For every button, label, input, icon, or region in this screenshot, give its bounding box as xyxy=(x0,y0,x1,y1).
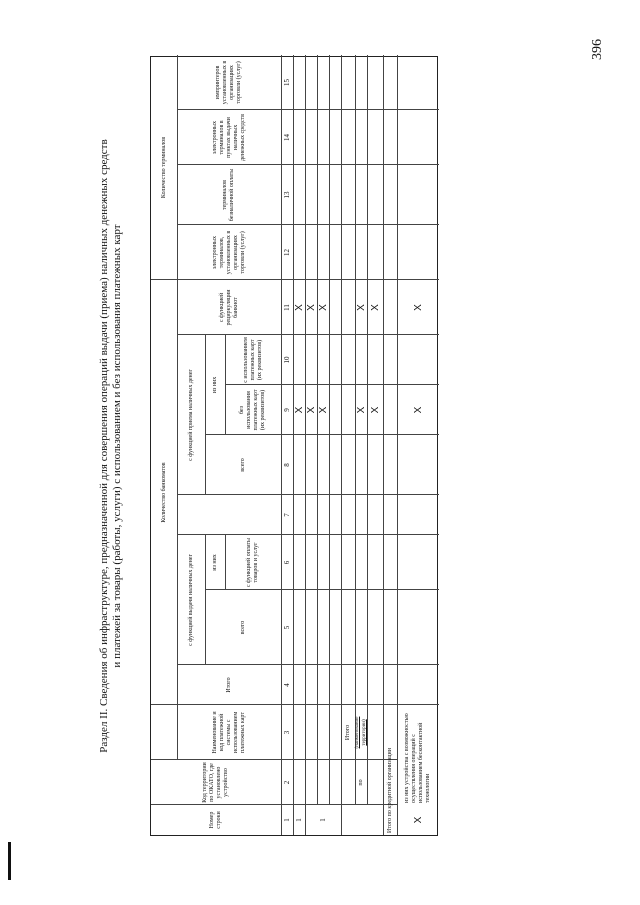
header-total: Итого xyxy=(225,677,232,693)
header-okato: Код территории по ОКАТО, где установлено устройство xyxy=(202,762,229,803)
row-itogo-label: Итого xyxy=(344,724,351,741)
header-cash-in-all: всего xyxy=(239,458,246,472)
x-mark: X xyxy=(305,304,317,311)
x-mark: X xyxy=(305,406,317,414)
header-imprinters-trade: импринтеров установленных в организациях торговли (услуг) xyxy=(215,60,242,105)
x-mark: X xyxy=(317,304,329,311)
x-mark: X xyxy=(355,406,367,414)
header-terminal-count: Количество терминалов xyxy=(160,136,167,199)
col-number-3: 3 xyxy=(282,730,291,735)
rule-colnum-bottom xyxy=(293,55,294,835)
col-number-4: 4 xyxy=(282,683,291,687)
row-total-credit-org: Итого по кредитной организации xyxy=(386,748,393,833)
page-number: 396 xyxy=(590,39,605,60)
section-title-line-1: Раздел II. Сведения об инфраструктуре, предназначенной для совершения операций выдачи (приема) наличных денежных средств xyxy=(98,139,110,753)
x-mark: X xyxy=(355,304,367,311)
col-number-12: 12 xyxy=(282,249,291,256)
col-number-5: 5 xyxy=(282,625,291,630)
row-number-first: 1 xyxy=(294,818,303,822)
col-number-15: 15 xyxy=(282,79,291,86)
col-number-8: 8 xyxy=(282,463,291,467)
header-cash-out-all: всего xyxy=(239,620,246,635)
rotated-form xyxy=(98,56,548,836)
x-mark: X xyxy=(412,304,424,311)
col-number-13: 13 xyxy=(282,191,291,199)
header-recycling: с функцией рециркуляции банкнот xyxy=(218,289,239,326)
header-cashless-terminals: терминалов безналичной оплаты xyxy=(222,168,235,222)
rule-row3 xyxy=(329,55,330,805)
col-number-9: 9 xyxy=(282,408,291,412)
header-eterm-trade: электронных терминалов, установленных в организациях торговли (услуг) xyxy=(211,230,246,275)
header-atm-count: Количество банкоматов xyxy=(160,462,167,523)
x-mark: X xyxy=(369,304,381,311)
row-territory-name: (наименование территории) xyxy=(355,716,367,749)
x-mark: X xyxy=(369,406,381,414)
header-with-cards: с использованием платежных карт (их реквизитов) xyxy=(242,337,263,383)
row-po-label: по xyxy=(357,779,364,786)
col-number-1: 1 xyxy=(282,818,291,822)
header-cash-out: с функцией выдачи наличных денег xyxy=(187,554,194,646)
header-cash-in-of-them: из них xyxy=(211,376,218,394)
header-eterm-cash: электронных терминалов в пунктах выдачи наличных денежных средств xyxy=(211,114,246,161)
row-contactless-label: из них устройства с возможностью осуществления операций с использованием бесконтактной технологии xyxy=(404,713,431,803)
x-mark: X xyxy=(317,406,329,414)
infrastructure-table xyxy=(150,56,438,836)
row-number-group: 1 xyxy=(318,818,327,822)
rule-row1 xyxy=(305,55,306,835)
cut-mark xyxy=(8,842,11,880)
header-without-cards: без использования платежных карт (их реквизитов) xyxy=(239,389,266,431)
header-pay-goods: с функцией оплаты товаров и услуг xyxy=(246,537,259,588)
row-contactless-number: X xyxy=(412,816,424,824)
col-number-7: 7 xyxy=(282,513,291,517)
header-cash-out-of-them: из них xyxy=(211,554,218,571)
col-number-2: 2 xyxy=(282,780,291,785)
col-number-11: 11 xyxy=(282,304,291,311)
header-payment-system: Наименование и код платежной системы с использованием платежных карт xyxy=(211,711,246,754)
x-mark: X xyxy=(293,406,305,414)
section-title xyxy=(98,56,124,836)
x-mark: X xyxy=(412,406,424,414)
x-mark: X xyxy=(293,304,305,311)
col-number-6: 6 xyxy=(282,560,291,565)
section-title-line-2: и платежей за товары (работы, услуги) с использованием и без использования платежных карт xyxy=(111,224,123,668)
col-number-10: 10 xyxy=(282,356,291,364)
header-cash-in: с функцией приема наличных денег xyxy=(187,369,194,461)
header-row-number: Номер строки xyxy=(209,811,222,829)
col-number-14: 14 xyxy=(282,134,291,141)
